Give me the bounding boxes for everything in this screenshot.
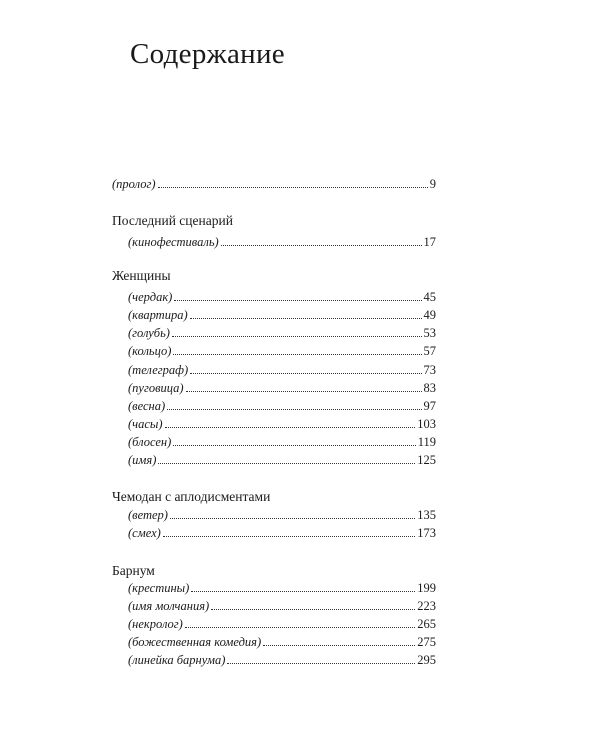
- toc-entry: [128, 525, 436, 541]
- toc-entry: [128, 234, 436, 250]
- toc-entry-label: (кинофестиваль): [128, 235, 219, 249]
- dot-leader: [173, 354, 421, 355]
- toc-entry-prologue: [112, 176, 436, 192]
- toc-entry: [128, 307, 436, 323]
- section-heading: Последний сценарий: [112, 213, 233, 228]
- dot-leader: [163, 536, 415, 537]
- section-heading: Чемодан с аплодисментами: [112, 489, 271, 504]
- section-heading: Женщины: [112, 268, 171, 283]
- toc-entry-label: (часы): [128, 417, 163, 431]
- toc-entry-label: (весна): [128, 399, 166, 413]
- toc-entry: [128, 343, 436, 359]
- toc-entry-page: 173: [417, 526, 436, 540]
- page-title: Содержание: [130, 38, 285, 70]
- dot-leader: [211, 609, 415, 610]
- toc-entry: [128, 452, 436, 468]
- toc-entry-page: 53: [423, 326, 436, 340]
- toc-entry-label: (квартира): [128, 308, 188, 322]
- toc-entry-label: (голубь): [128, 326, 170, 340]
- toc-entry-page: 9: [429, 177, 436, 191]
- toc-entry-label: (божественная комедия): [128, 635, 262, 649]
- toc-entry-label: (кольцо): [128, 344, 172, 358]
- toc-entry-page: 275: [417, 635, 436, 649]
- toc-entry-page: 295: [417, 653, 436, 667]
- toc-entry-page: 125: [417, 453, 436, 467]
- toc-entry-label: (пуговица): [128, 381, 184, 395]
- dot-leader: [170, 518, 415, 519]
- toc-entry: [128, 362, 436, 378]
- toc-entry-label: (пролог): [112, 177, 156, 191]
- toc-entry-label: (блосен): [128, 435, 172, 449]
- toc-entry: [128, 634, 436, 650]
- toc-entry: [128, 416, 436, 432]
- toc-entry-page: 223: [417, 599, 436, 613]
- toc-entry-label: (чердак): [128, 290, 173, 304]
- toc-entry-page: 49: [423, 308, 436, 322]
- dot-leader: [158, 187, 428, 188]
- toc-entry-page: 135: [417, 508, 436, 522]
- toc-entry: [128, 325, 436, 341]
- dot-leader: [190, 318, 422, 319]
- toc-entry-page: 57: [423, 344, 436, 358]
- toc-entry: [128, 580, 436, 596]
- toc-entry-label: (имя молчания): [128, 599, 210, 613]
- toc-entry: [128, 289, 436, 305]
- toc-entry-label: (некролог): [128, 617, 183, 631]
- toc-entry-page: 45: [423, 290, 436, 304]
- toc-entry: [128, 598, 436, 614]
- dot-leader: [190, 373, 421, 374]
- toc-entry-label: (линейка барнума): [128, 653, 226, 667]
- toc-entry: [128, 652, 436, 668]
- toc-entry-page: 199: [417, 581, 436, 595]
- toc-entry-page: 83: [423, 381, 436, 395]
- toc-entry-page: 103: [417, 417, 436, 431]
- toc-entry-label: (имя): [128, 453, 157, 467]
- toc-entry-label: (смех): [128, 526, 161, 540]
- toc-entry-page: 17: [423, 235, 436, 249]
- dot-leader: [174, 300, 421, 301]
- toc-entry-label: (телеграф): [128, 363, 189, 377]
- dot-leader: [191, 591, 415, 592]
- dot-leader: [185, 627, 415, 628]
- toc-entry: [128, 434, 436, 450]
- dot-leader: [167, 409, 421, 410]
- dot-leader: [165, 427, 416, 428]
- toc-entry-page: 119: [417, 435, 436, 449]
- toc-entry-label: (ветер): [128, 508, 168, 522]
- toc-entry-page: 265: [417, 617, 436, 631]
- toc-entry: [128, 507, 436, 523]
- toc-entry: [128, 398, 436, 414]
- dot-leader: [221, 245, 422, 246]
- dot-leader: [158, 463, 415, 464]
- toc-entry-label: (крестины): [128, 581, 190, 595]
- toc-entry: [128, 380, 436, 396]
- toc-entry-page: 73: [423, 363, 436, 377]
- dot-leader: [172, 336, 422, 337]
- dot-leader: [227, 663, 415, 664]
- dot-leader: [173, 445, 415, 446]
- dot-leader: [186, 391, 422, 392]
- toc-entry: [128, 616, 436, 632]
- section-heading: Барнум: [112, 563, 155, 578]
- dot-leader: [263, 645, 415, 646]
- toc-entry-page: 97: [423, 399, 436, 413]
